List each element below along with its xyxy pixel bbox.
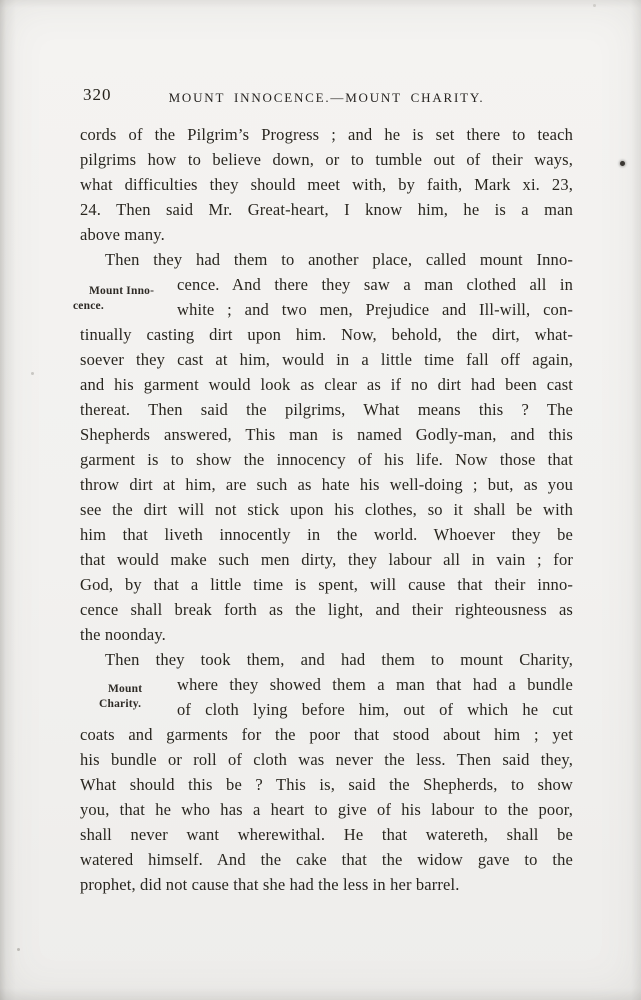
margin-note-line: Charity. [99,698,142,710]
text-line: coats and garments for the poor that stood about him ; yet [80,725,573,744]
ink-speck [620,161,625,166]
page-number: 320 [83,85,112,104]
page-header [80,85,573,107]
text-line: garment is to show the innocency of his life. Now those that [80,450,573,469]
text-line: where they showed them a man that had a bundle [177,675,573,694]
body-text [80,122,573,897]
margin-note-line: Mount Inno- [89,285,155,297]
text-line: white ; and two men, Prejudice and Ill-will, con- [177,300,573,319]
text-line: God, by that a little time is spent, will cause that their inno- [80,575,573,594]
running-title: MOUNT INNOCENCE.—MOUNT CHARITY. [168,90,485,105]
text-line: cence. And there they saw a man clothed all in [177,275,573,294]
ink-speck [593,4,596,7]
text-line: watered himself. And the cake that the widow gave to the [80,850,573,869]
text-line: cence shall break forth as the light, and their righteousness as [80,600,573,619]
text-line: what difficulties they should meet with, by faith, Mark xi. 23, [80,175,573,194]
text-line: pilgrims how to believe down, or to tumble out of their ways, [80,150,573,169]
text-line: his bundle or roll of cloth was never the less. Then said they, [80,750,573,769]
text-line: that would make such men dirty, they labour all in vain ; for [80,550,573,569]
text-line: shall never want wherewithal. He that watereth, shall be [80,825,573,844]
scan-edge-bottom [0,988,641,1000]
text-line: cords of the Pilgrim’s Progress ; and he is set there to teach [80,125,573,144]
text-line: above many. [80,225,165,244]
text-line: Then they took them, and had them to mount Charity, [105,650,573,669]
text-line: him that liveth innocently in the world. Whoever they be [80,525,573,544]
text-line: and his garment would look as clear as if no dirt had been cast [80,375,573,394]
text-line: the noonday. [80,625,166,644]
text-line: of cloth lying before him, out of which he cut [177,700,573,719]
text-line: you, that he who has a heart to give of his labour to the poor, [80,800,573,819]
text-line: Shepherds answered, This man is named Godly-man, and this [80,425,573,444]
scan-edge-top [0,0,641,8]
text-line: tinually casting dirt upon him. Now, behold, the dirt, what- [80,325,573,344]
text-line: prophet, did not cause that she had the less in her barrel. [80,875,460,894]
ink-speck [17,948,20,951]
ink-speck [31,372,34,375]
margin-note-line: cence. [73,300,104,312]
text-line: soever they cast at him, would in a little time fall off again, [80,350,573,369]
text-line: Then they had them to another place, called mount Inno- [105,250,573,269]
text-line: throw dirt at him, are such as hate his well-doing ; but, as you [80,475,573,494]
text-line: What should this be ? This is, said the Shepherds, to show [80,775,573,794]
margin-note-line: Mount [108,683,143,695]
text-line: see the dirt will not stick upon his clothes, so it shall be with [80,500,573,519]
scan-edge-left [0,0,16,1000]
text-line: 24. Then said Mr. Great-heart, I know him, he is a man [80,200,573,219]
text-line: thereat. Then said the pilgrims, What means this ? The [80,400,573,419]
scan-edge-right [631,0,641,1000]
